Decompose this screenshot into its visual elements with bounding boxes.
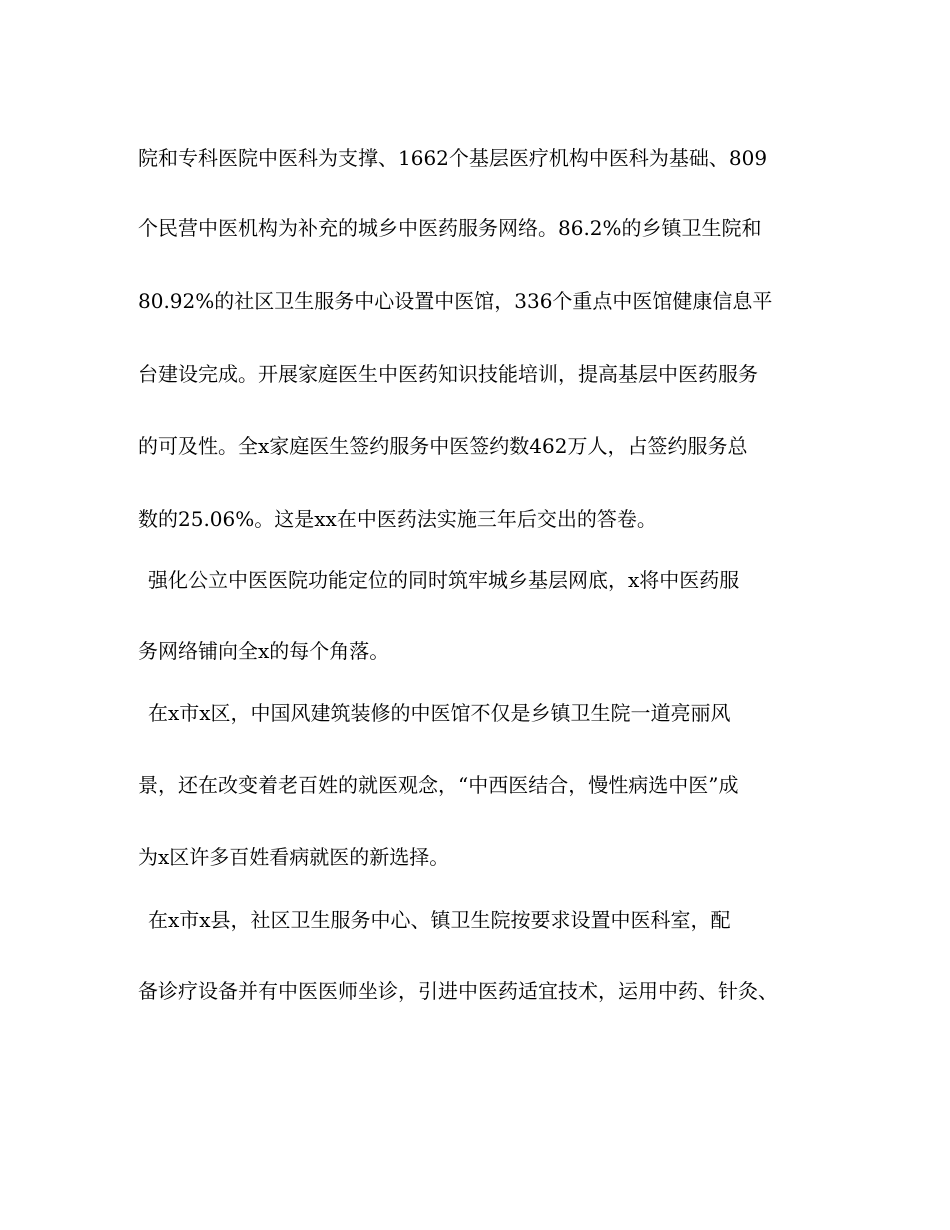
text-line: 备诊疗设备并有中医医师坐诊，引进中医药适宜技术，运用中药、针灸、 [138,979,778,1003]
text-line: 个民营中医机构为补充的城乡中医药服务网络。86.2%的乡镇卫生院和 [138,216,762,240]
text-line: 景，还在改变着老百姓的就医观念，“中西医结合，慢性病选中医”成 [138,773,739,797]
text-line: 台建设完成。开展家庭医生中医药知识技能培训，提高基层中医药服务 [138,362,758,386]
paragraph-start-line: 在x市x县，社区卫生服务中心、镇卫生院按要求设置中医科室，配 [148,908,731,932]
text-line: 务网络铺向全x的每个角落。 [138,639,390,663]
text-line: 院和专科医院中医科为支撑、1662个基层医疗机构中医科为基础、809 [138,146,768,170]
text-line: 80.92%的社区卫生服务中心设置中医馆，336个重点中医馆健康信息平 [138,289,773,313]
paragraph-start-line: 强化公立中医医院功能定位的同时筑牢城乡基层网底，x将中医药服 [148,568,740,592]
paragraph-start-line: 在x市x区，中国风建筑装修的中医馆不仅是乡镇卫生院一道亮丽风 [148,701,731,725]
text-line: 的可及性。全x家庭医生签约服务中医签约数462万人，占签约服务总 [138,434,748,458]
text-line: 为x区许多百姓看病就医的新选择。 [138,845,450,869]
text-line: 数的25.06%。这是xx在中医药法实施三年后交出的答卷。 [138,507,657,531]
